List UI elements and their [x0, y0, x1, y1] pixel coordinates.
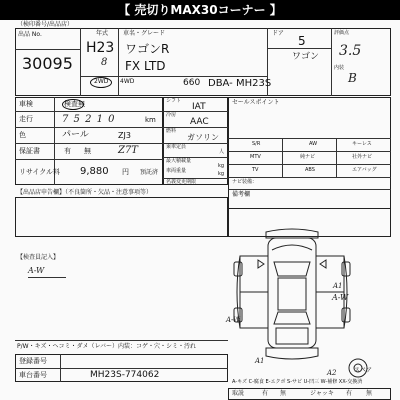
damage-legend: A-キズ C-腐食 E-エクボ S-サビ U-凹三 W-補修 XX-交換済 [232, 379, 363, 385]
drive-2wd: 2WD [94, 78, 109, 85]
body-type: ワゴン [292, 52, 320, 62]
color-code: ZJ3 [118, 131, 131, 140]
jack-label: ジャッキ [310, 390, 334, 397]
color-label: 色 [19, 131, 26, 139]
spare-label: スペア [354, 367, 373, 374]
interior-grade: B [348, 71, 357, 85]
load-label: 最大積載量 [166, 158, 192, 164]
month-value: 8 [101, 57, 108, 68]
inspection-record-label: 【検査員記入】 [17, 254, 60, 261]
ac-label: 冷房 [166, 112, 177, 118]
inspection-label: 車検 [19, 100, 33, 108]
car-outline-diagram [228, 228, 378, 380]
exhibit-note: 【出品店申告欄】（不良箇所・欠品・注意事項等） [17, 189, 153, 196]
year-label: 年式 [96, 30, 109, 37]
manual-label: 取説 [232, 390, 245, 397]
recycle-unit: 円 [122, 168, 129, 176]
lot-number: 30095 [22, 54, 73, 73]
mark-a1-top: A1 [333, 282, 343, 290]
mark-aw-left: A-W [28, 266, 45, 275]
mark-aw-right: A-W [332, 293, 349, 302]
mileage-value: 7 5 2 1 0 [62, 114, 116, 125]
fuel-value: ガソリン [187, 133, 219, 142]
jack-no: 無 [366, 390, 373, 397]
notes-label: 備考欄 [232, 191, 251, 198]
equip-aw: AW [309, 141, 318, 147]
navi-label: ナビ装備： [232, 179, 258, 185]
lot-label: 出品 No. [18, 31, 42, 38]
handwritten-color-code: Z7T [118, 145, 138, 156]
recycle-note: 預託済 [140, 169, 159, 176]
warranty-yes: 有 [64, 147, 71, 155]
door-count: 5 [298, 34, 306, 48]
weight-label: 車両重量 [166, 168, 187, 174]
chassis-number: MH23S-774062 [90, 370, 160, 380]
equip-sr: S/R [252, 141, 261, 147]
car-name-label: 車名・グレード [123, 30, 166, 37]
header-note: （検印番号/出品店） [17, 21, 74, 28]
equip-abs: ABS [305, 167, 315, 173]
jack-yes: 有 [346, 390, 353, 397]
mileage-label: 走行 [19, 115, 33, 123]
warranty-label: 保証書 [19, 147, 40, 155]
score-value: 3.5 [339, 43, 362, 59]
sheet-banner: 【 売切りMAX30コーナー 】 [0, 0, 400, 20]
sales-point-label: セールスポイント [232, 99, 280, 106]
displacement: 660 [183, 78, 201, 88]
shift-label: シフト [166, 98, 182, 104]
equip-mtv: MTV [250, 154, 261, 160]
drive-4wd: 4WD [120, 78, 135, 85]
equip-oem-navi: 純ナビ [300, 154, 316, 160]
weight-unit: kg [218, 171, 225, 177]
manual-no: 無 [280, 390, 287, 397]
car-name: ワゴンR [125, 42, 170, 56]
interior-row: 内装：コゲ・穴・シミ・汚れ [118, 343, 197, 350]
sales-point-box [228, 97, 391, 209]
shift-value: IAT [192, 102, 206, 112]
mark-a2: A2 [327, 369, 337, 377]
seats-label: 乗車定員 [166, 144, 187, 150]
chassis-label: 車台番号 [19, 371, 47, 379]
equip-keyless: キーレス [352, 141, 372, 147]
score-label: 評価点 [334, 30, 350, 36]
equip-aftermarket-navi: 社外ナビ [352, 154, 373, 160]
door-label: ドア [272, 30, 284, 37]
equip-tv: TV [252, 167, 259, 173]
registration-label: 登録番号 [19, 357, 47, 365]
mileage-unit: km [145, 116, 156, 124]
seats-unit: 人 [219, 149, 225, 155]
ac-value: AAC [190, 117, 209, 127]
feature-row: P/W・キズ・ヘコミ・ダメ（レバー） [17, 343, 119, 350]
year-value: H23 [86, 40, 115, 56]
inspection-value: 検査無 [64, 100, 85, 108]
mark-a1-bottom: A1 [255, 357, 265, 365]
recycle-amount: 9,880 [80, 166, 109, 177]
grade: FX LTD [125, 59, 166, 73]
color-value: パール [62, 130, 89, 140]
equip-airbag: エアバッグ [352, 167, 377, 173]
load-unit: kg [218, 163, 225, 169]
exhibit-notes-box [15, 197, 228, 237]
manual-yes: 有 [262, 390, 269, 397]
interior-label: 内装 [334, 65, 345, 71]
name-change-label: 名義変更期限 [166, 179, 197, 185]
recycle-label: リサイクル料 [19, 168, 61, 176]
mark-aw-center: A-W [226, 316, 241, 324]
fuel-label: 燃料 [166, 128, 177, 134]
model-code: DBA- MH23S [208, 78, 272, 89]
warranty-no: 無 [84, 147, 91, 155]
